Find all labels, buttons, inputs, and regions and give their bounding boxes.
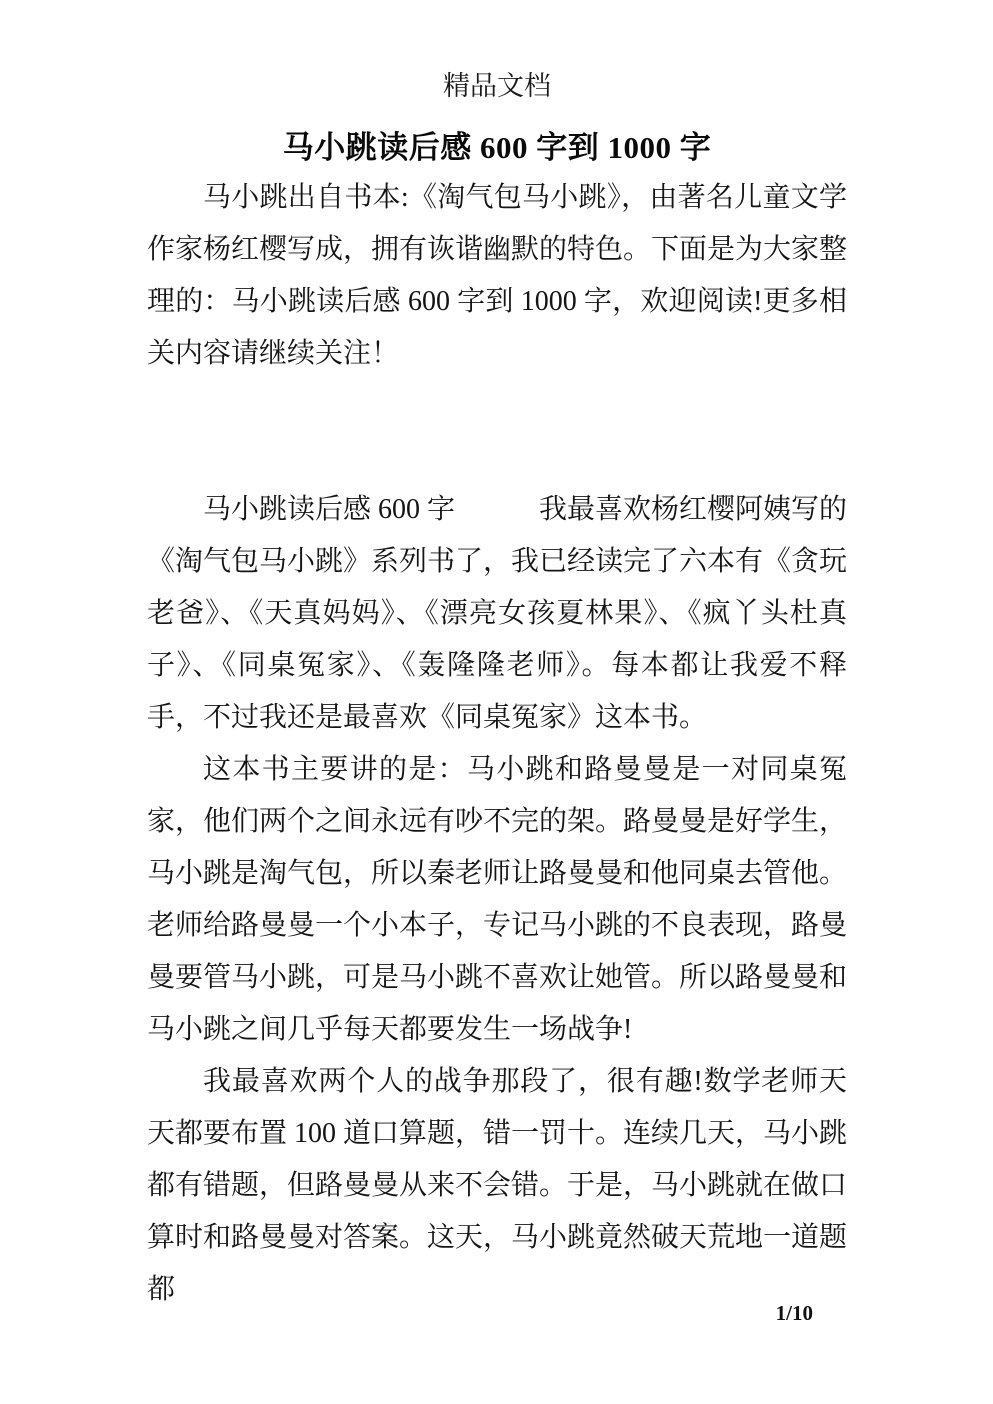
paragraph-intro: 马小跳出自书本:《淘气包马小跳》，由著名儿童文学作家杨红樱写成，拥有诙谐幽默的特色。下面是为大家整理的：马小跳读后感 600 字到 1000 字，欢迎阅读!更多相关内容请继续关注！: [147, 182, 848, 369]
paragraph-favorite-part: 我最喜欢两个人的战争那段了，很有趣!数学老师天天都要布置 100 道口算题，错一罚十。连续几天，马小跳都有错题，但路曼曼从来不会错。于是，马小跳就在做口算时和路曼曼对答案。这天，马小跳竟然破天荒地一道题都: [147, 1066, 848, 1305]
paragraph-review-intro: 马小跳读后感 600 字 我最喜欢杨红樱阿姨写的《淘气包马小跳》系列书了，我已经读完了六本有《贪玩老爸》、《天真妈妈》、《漂亮女孩夏林果》、《疯丫头杜真子》、《同桌冤家》、《轰隆隆老师》。每本都让我爱不释手，不过我还是最喜欢《同桌冤家》这本书。: [147, 494, 848, 733]
document-body: [147, 172, 847, 1316]
paragraph-spacer: [147, 380, 847, 484]
page-number-indicator: 1/10: [775, 1301, 813, 1325]
document-title: 马小跳读后感 600 字到 1000 字: [282, 130, 712, 165]
paragraph-book-summary: 这本书主要讲的是：马小跳和路曼曼是一对同桌冤家，他们两个之间永远有吵不完的架。路曼曼是好学生，马小跳是淘气包，所以秦老师让路曼曼和他同桌去管他。老师给路曼曼一个小本子，专记马小跳的不良表现，路曼曼要管马小跳，可是马小跳不喜欢让她管。所以路曼曼和马小跳之间几乎每天都要发生一场战争!: [147, 754, 848, 1045]
document-content: [147, 0, 847, 1316]
document-header-label: 精品文档: [443, 71, 551, 101]
